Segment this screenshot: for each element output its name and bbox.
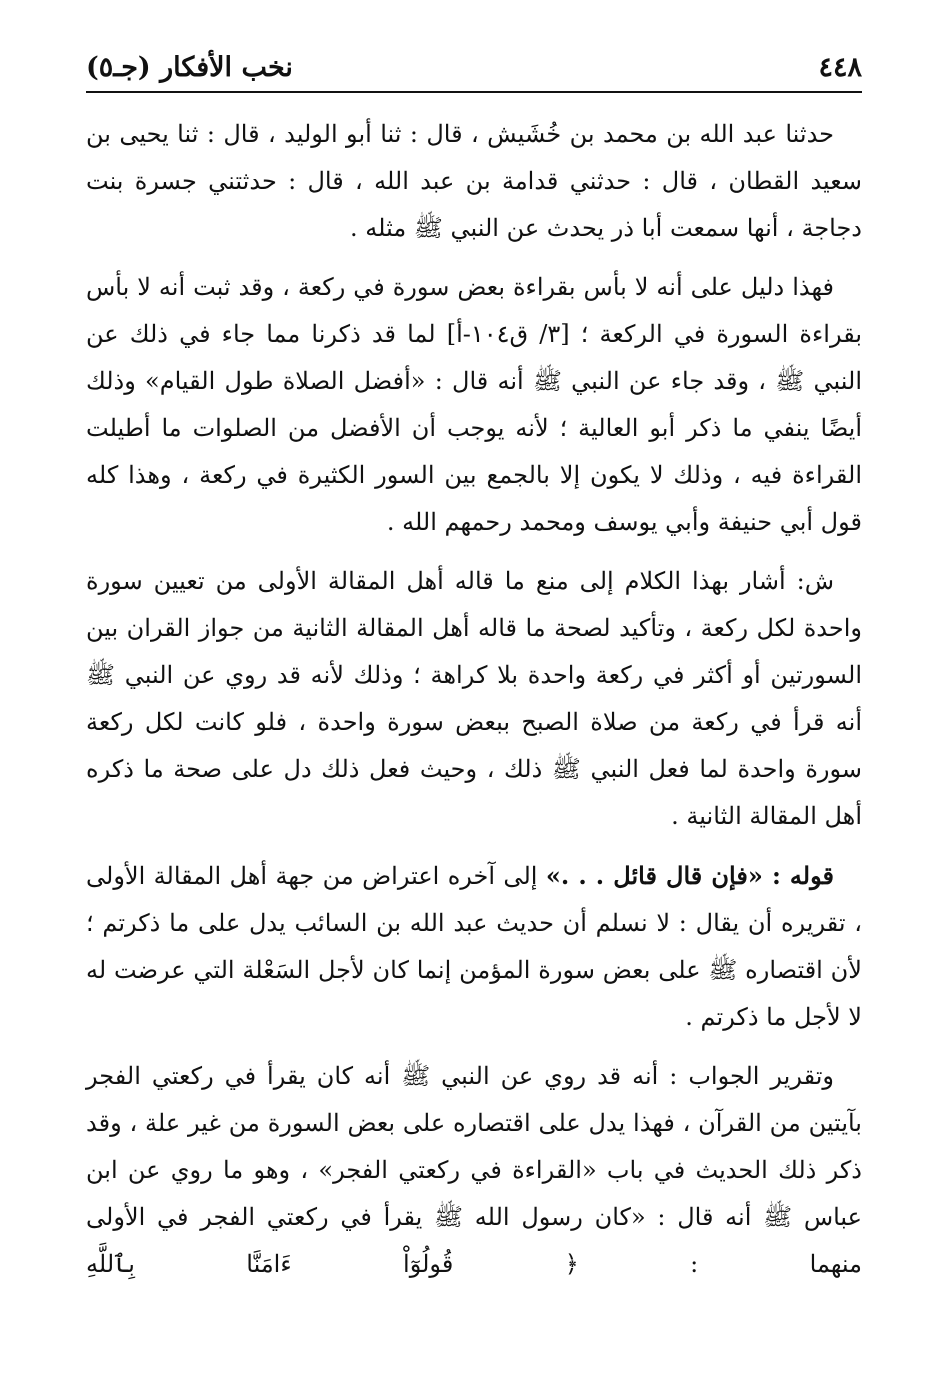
paragraph-evidence: فهذا دليل على أنه لا بأس بقراءة بعض سورة في ركعة ، وقد ثبت أنه لا بأس بقراءة السورة في الركعة ؛ [٣/ ق١٠٤-أ] لما قد ذكرنا مما جاء في ذلك عن النبي ﷺ ، وقد جاء عن النبي ﷺ أنه قال : «أفضل الصلاة طول القيام» وذلك أيضًا ينفي ما ذكر أبو العالية ؛ لأنه يوجب أن الأفضل من الصلوات ما أطيلت القراءة فيه ، وذلك لا يكون إلا بالجمع بين السور الكثيرة في ركعة ، وهذا كله قول أبي حنيفة وأبي يوسف ومحمد رحمهم الله . xyxy=(86,273,863,536)
page-number: ٤٤٨ xyxy=(818,52,862,83)
paragraph-objection xyxy=(86,852,862,1041)
paragraph-sharh: ش: أشار بهذا الكلام إلى منع ما قاله أهل المقالة الأولى من تعيين سورة واحدة لكل ركعة ، وتأكيد لصحة ما قاله أهل المقالة الثانية من جواز القران بين السورتين أو أكثر في ركعة واحدة بلا كراهة ؛ وذلك لأنه قد روي عن النبي ﷺ أنه قرأ في ركعة من صلاة الصبح ببعض سورة واحدة ، فلو كانت لكل ركعة سورة واحدة لما فعل النبي ﷺ ذلك ، وحيث فعل ذلك دل على صحة ما ذكره أهل المقالة الثانية . xyxy=(86,567,862,830)
page-body xyxy=(86,111,862,1288)
paragraph-answer: وتقرير الجواب : أنه قد روي عن النبي ﷺ أنه كان يقرأ في ركعتي الفجر بآيتين من القرآن ، فهذا يدل على اقتصاره على بعض السورة من غير علة ، وقد ذكر ذلك الحديث في باب «القراءة في ركعتي الفجر» ، وهو ما روي عن ابن عباس ﷺ أنه قال : «كان رسول الله ﷺ يقرأ في ركعتي الفجر في الأولى منهما : ﴿ قُولُوٓاْ ءَامَنَّا بِٱللَّهِ xyxy=(86,1062,862,1278)
paragraph-objection-text: إلى آخره اعتراض من جهة أهل المقالة الأولى ، تقريره أن يقال : لا نسلم أن حديث عبد الله بن السائب يدل على ما ذكرتم ؛ لأن اقتصاره ﷺ على بعض سورة المؤمن إنما كان لأجل السَعْلة التي عرضت له لا لأجل ما ذكرتم . xyxy=(86,862,862,1031)
paragraph-hadith-chain: حدثنا عبد الله بن محمد بن خُشَيش ، قال : ثنا أبو الوليد ، قال : ثنا يحيى بن سعيد القطان ، قال : حدثني قدامة بن عبد الله ، قال : حدثتني جسرة بنت دجاجة ، أنها سمعت أبا ذر يحدث عن النبي ﷺ مثله . xyxy=(86,120,862,242)
book-title: نخب الأفكار (جـ٥) xyxy=(86,52,293,83)
page-header xyxy=(86,52,862,93)
paragraph-lead: قوله : «فإن قال قائل . . .» xyxy=(545,861,834,890)
